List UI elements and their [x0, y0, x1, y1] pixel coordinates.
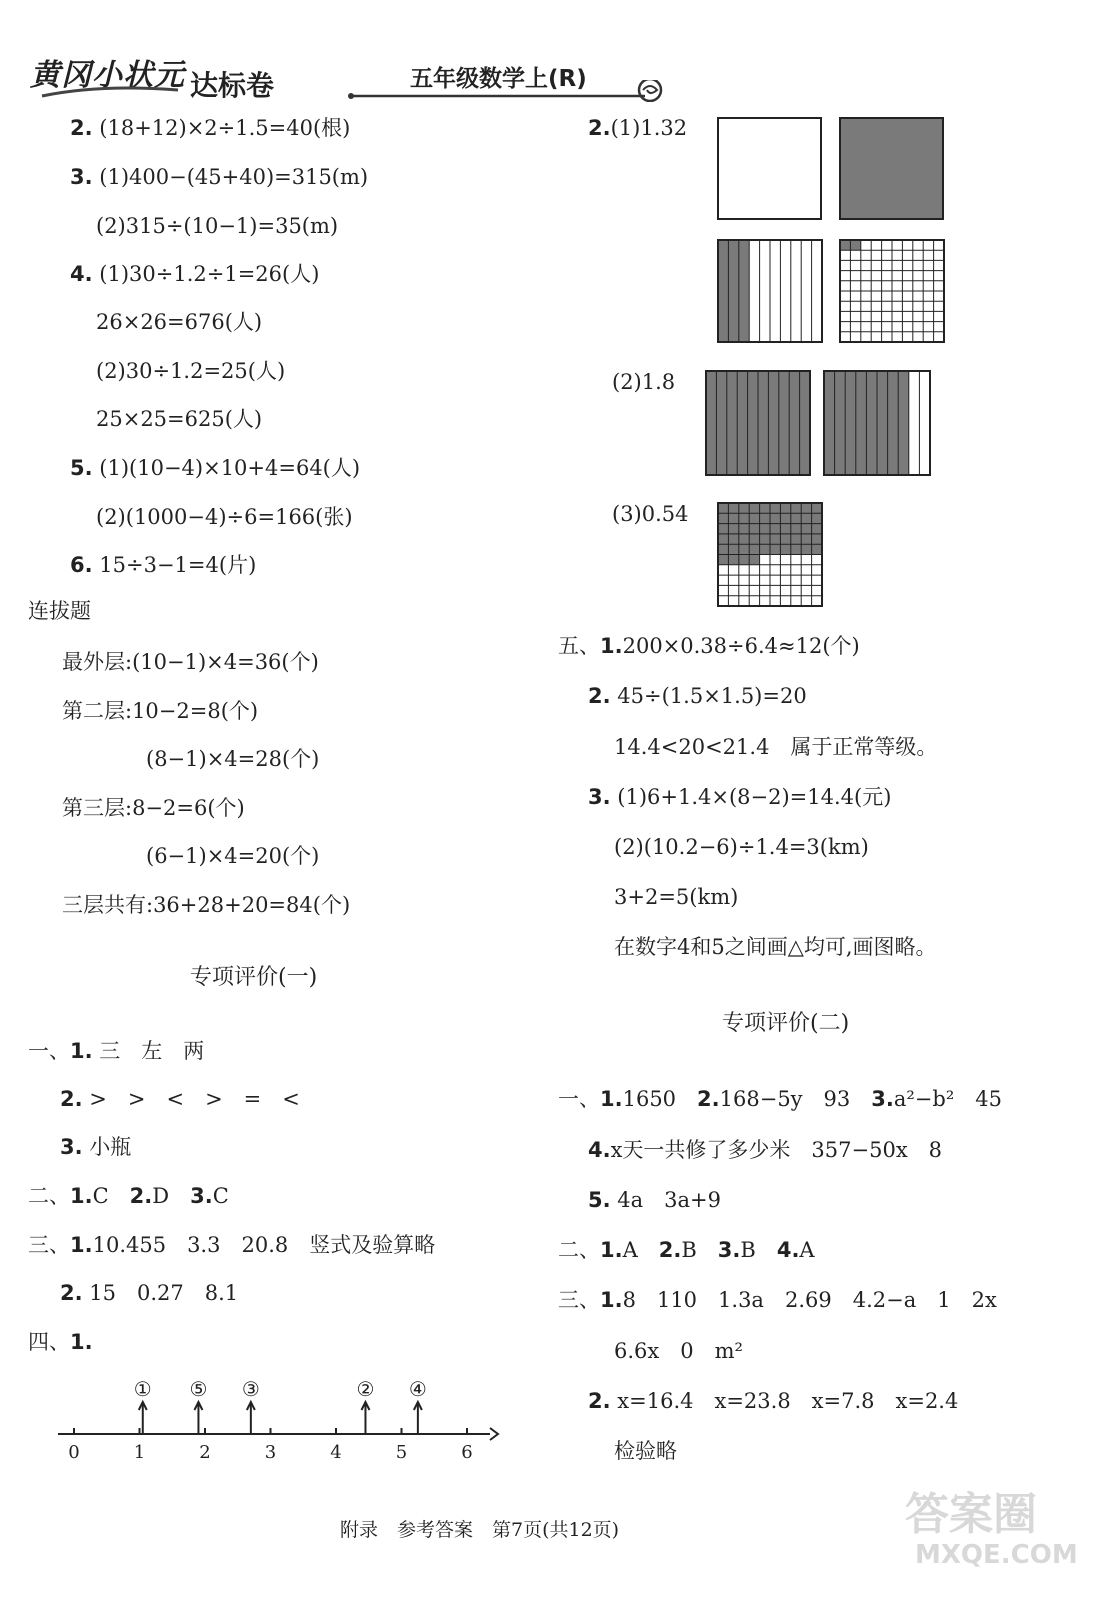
- grid-shaded-cell: [789, 371, 799, 475]
- grid-hundredths-2-shaded: [839, 239, 945, 343]
- grid-shaded-cell: [780, 524, 790, 534]
- header-rule: [345, 80, 675, 102]
- grid-shaded-cell: [840, 240, 850, 250]
- s1-answer-choice: 二、1.C 2.D 3.C: [28, 1184, 229, 1208]
- right-answer-5-3: 3. (1)6+1.4×(8−2)=14.4(元): [588, 785, 892, 809]
- grid-shaded-cell: [791, 503, 801, 513]
- grid-shaded-cell: [739, 503, 749, 513]
- s1-answer-3: 3. 小瓶: [60, 1135, 132, 1159]
- grid-shaded-cell: [727, 371, 737, 475]
- grid-shaded-cell: [780, 534, 790, 544]
- right-answer-5-3b: (2)(10.2−6)÷1.4=3(km): [614, 835, 869, 859]
- grid-shaded-cell: [770, 534, 780, 544]
- answer-line-4b: 26×26=676(人): [96, 310, 263, 334]
- grid-shaded-cell: [718, 524, 728, 534]
- grid-shaded-cell: [770, 524, 780, 534]
- answer-line-5-2: (2)(1000−4)÷6=166(张): [96, 505, 353, 529]
- grid-shaded-cell: [760, 544, 770, 554]
- grid-hundredths-54-shaded: [717, 502, 823, 607]
- grid-shaded-cell: [749, 544, 759, 554]
- bonus-line-6: 三层共有:36+28+20=84(个): [62, 893, 351, 917]
- grid-shaded-cell: [801, 534, 811, 544]
- grid-shaded-cell: [760, 513, 770, 523]
- grid-shaded-cell: [888, 371, 899, 475]
- grid-shaded-cell: [780, 503, 790, 513]
- brand-swoosh: [40, 82, 180, 102]
- grid-shaded-cell: [791, 524, 801, 534]
- page-title: 五年级数学上(R): [410, 66, 587, 92]
- bonus-line-1: 最外层:(10−1)×4=36(个): [62, 650, 319, 674]
- s1-answer-4: 四、1.: [28, 1330, 93, 1354]
- grid-shaded-cell: [728, 555, 738, 565]
- page-footer: 附录 参考答案 第7页(共12页): [340, 1519, 620, 1541]
- brand-logo-text: 黄冈小状元: [30, 58, 185, 93]
- grid-shaded-cell: [845, 371, 856, 475]
- grid-shaded-cell: [780, 544, 790, 554]
- right-answer-5-3d: 在数字4和5之间画△均可,画图略。: [614, 935, 937, 959]
- answer-line-3: 3. (1)400−(45+40)=315(m): [70, 165, 369, 189]
- number-line-mark-label: ④: [408, 1377, 427, 1401]
- s1-answer-calc-1: 三、1.10.455 3.3 20.8 竖式及验算略: [28, 1233, 436, 1257]
- grid-shaded-cell: [812, 503, 822, 513]
- grid-shaded-cell: [812, 534, 822, 544]
- right-answer-5-1: 五、1.200×0.38÷6.4≈12(个): [558, 634, 860, 658]
- grid-shaded-cell: [718, 503, 728, 513]
- grid-shaded-cell: [791, 534, 801, 544]
- grid-shaded-cell: [877, 371, 888, 475]
- grid-shaded-cell: [779, 371, 789, 475]
- grid-shaded-cell: [749, 503, 759, 513]
- grid-shaded-cell: [728, 534, 738, 544]
- bonus-line-3: (8−1)×4=28(个): [146, 747, 320, 771]
- s1-answer-calc-2: 2. 15 0.27 8.1: [60, 1281, 239, 1305]
- bonus-line-5: (6−1)×4=20(个): [146, 844, 320, 868]
- number-line-tick-label: 5: [395, 1442, 408, 1463]
- grid-shaded-cell: [718, 240, 728, 342]
- bonus-line-2: 第二层:10−2=8(个): [62, 699, 259, 723]
- grid-shaded-cell: [801, 503, 811, 513]
- number-line-mark-label: ②: [356, 1377, 375, 1401]
- answer-line-4-2: (2)30÷1.2=25(人): [96, 359, 286, 383]
- s2-answer-choice: 二、1.A 2.B 3.B 4.A: [558, 1238, 815, 1262]
- right-answer-2-2: (2)1.8: [612, 370, 676, 394]
- right-answer-2-3: (3)0.54: [612, 502, 689, 526]
- grid-shaded-cell: [718, 534, 728, 544]
- grid-shaded-cell: [835, 371, 846, 475]
- s2-answer-5: 5. 4a 3a+9: [588, 1188, 721, 1212]
- number-line: [50, 1370, 500, 1470]
- grid-shaded-cell: [739, 524, 749, 534]
- number-line-arrow: [490, 1428, 498, 1440]
- number-line-mark-label: ③: [241, 1377, 260, 1401]
- grid-shaded-cell: [758, 371, 768, 475]
- grid-shaded-cell: [716, 371, 726, 475]
- number-line-tick-label: 1: [133, 1442, 146, 1463]
- watermark-logo: 答案圈: [905, 1489, 1037, 1540]
- s2-answer-calc-1b: 6.6x 0 m²: [614, 1339, 743, 1363]
- number-line-tick-label: 0: [68, 1442, 80, 1463]
- grid-shaded-cell: [728, 513, 738, 523]
- answer-line-4-2b: 25×25=625(人): [96, 407, 263, 431]
- grid-shaded-cell: [770, 513, 780, 523]
- grid-shaded-cell: [812, 524, 822, 534]
- grid-shaded-cell: [898, 371, 909, 475]
- grid-shaded-cell: [850, 240, 860, 250]
- right-answer-5-3c: 3+2=5(km): [614, 885, 739, 909]
- grid-shaded-cell: [866, 371, 877, 475]
- grid-shaded-cell: [801, 524, 811, 534]
- grid-filled-square: [839, 117, 945, 221]
- grid-shaded-cell: [791, 513, 801, 523]
- grid-tenths-full: [705, 370, 811, 476]
- grid-shaded-cell: [706, 371, 716, 475]
- s2-answer-calc-2: 2. x=16.4 x=23.8 x=7.8 x=2.4: [588, 1389, 959, 1413]
- grid-shaded-cell: [728, 544, 738, 554]
- grid-shaded-cell: [856, 371, 867, 475]
- grid-tenths-3-shaded: [717, 239, 823, 343]
- bonus-line-4: 第三层:8−2=6(个): [62, 796, 245, 820]
- bonus-heading: 连拔题: [28, 599, 91, 623]
- grid-shaded-cell: [812, 513, 822, 523]
- grid-shaded-cell: [739, 544, 749, 554]
- grid-shaded-cell: [780, 513, 790, 523]
- section-title-1: 专项评价(一): [190, 965, 318, 990]
- grid-shaded-cell: [824, 371, 835, 475]
- grid-shaded-cell: [801, 544, 811, 554]
- grid-shaded-cell: [728, 240, 738, 342]
- grid-shaded-cell: [749, 513, 759, 523]
- grid-shaded-cell: [749, 534, 759, 544]
- grid-shaded-cell: [718, 555, 728, 565]
- grid-shaded-cell: [812, 544, 822, 554]
- grid-tenths-8-shaded: [823, 370, 931, 476]
- number-line-tick-label: 2: [199, 1442, 211, 1463]
- watermark-url: MXQE.COM: [915, 1540, 1078, 1570]
- grid-shaded-cell: [728, 524, 738, 534]
- grid-shaded-cell: [737, 371, 747, 475]
- grid-shaded-cell: [739, 534, 749, 544]
- grid-shaded-cell: [739, 555, 749, 565]
- s1-answer-2: 2. > > < > = <: [60, 1087, 300, 1111]
- number-line-tick-label: 4: [330, 1442, 342, 1463]
- grid-shaded-cell: [760, 503, 770, 513]
- s2-answer-check: 检验略: [614, 1439, 677, 1463]
- answer-line-6: 6. 15÷3−1=4(片): [70, 553, 257, 577]
- grid-shaded-cell: [800, 371, 810, 475]
- grid-shaded-cell: [749, 524, 759, 534]
- answer-line-4: 4. (1)30÷1.2÷1=26(人): [70, 262, 320, 286]
- answer-line-2: 2. (18+12)×2÷1.5=40(根): [70, 116, 351, 140]
- number-line-tick-label: 6: [461, 1442, 473, 1463]
- s2-answer-4: 4.x天一共修了多少米 357−50x 8: [588, 1138, 943, 1162]
- grid-shaded-cell: [749, 555, 759, 565]
- grid-shaded-cell: [739, 240, 749, 342]
- grid-shaded-cell: [801, 513, 811, 523]
- right-answer-5-2b: 14.4<20<21.4 属于正常等级。: [614, 735, 938, 759]
- grid-shaded-cell: [718, 544, 728, 554]
- grid-shaded-cell: [739, 513, 749, 523]
- s2-answer-calc-1: 三、1.8 110 1.3a 2.69 4.2−a 1 2x: [558, 1288, 997, 1312]
- answer-line-3-2: (2)315÷(10−1)=35(m): [96, 214, 339, 238]
- grid-shaded-cell: [760, 534, 770, 544]
- grid-shaded-cell: [768, 371, 778, 475]
- grid-shaded-cell: [770, 544, 780, 554]
- right-answer-2-1: 2.(1)1.32: [588, 116, 688, 140]
- grid-shaded-cell: [791, 544, 801, 554]
- number-line-tick-label: 3: [264, 1442, 277, 1463]
- grid-white-square: [717, 117, 823, 221]
- grid-shaded-cell: [748, 371, 758, 475]
- subtitle: 达标卷: [190, 69, 275, 102]
- right-answer-5-2: 2. 45÷(1.5×1.5)=20: [588, 684, 807, 708]
- grid-shaded-cell: [728, 503, 738, 513]
- answer-line-5: 5. (1)(10−4)×10+4=64(人): [70, 456, 361, 480]
- s2-answer-1: 一、1.1650 2.168−5y 93 3.a²−b² 45: [558, 1087, 1002, 1111]
- grid-shaded-cell: [718, 513, 728, 523]
- number-line-mark-label: ①: [133, 1377, 152, 1401]
- grid-shaded-cell: [760, 524, 770, 534]
- section-title-2: 专项评价(二): [722, 1011, 850, 1036]
- s1-answer-1: 一、1. 三 左 两: [28, 1039, 205, 1063]
- grid-shaded-cell: [770, 503, 780, 513]
- number-line-mark-label: ⑤: [189, 1377, 208, 1401]
